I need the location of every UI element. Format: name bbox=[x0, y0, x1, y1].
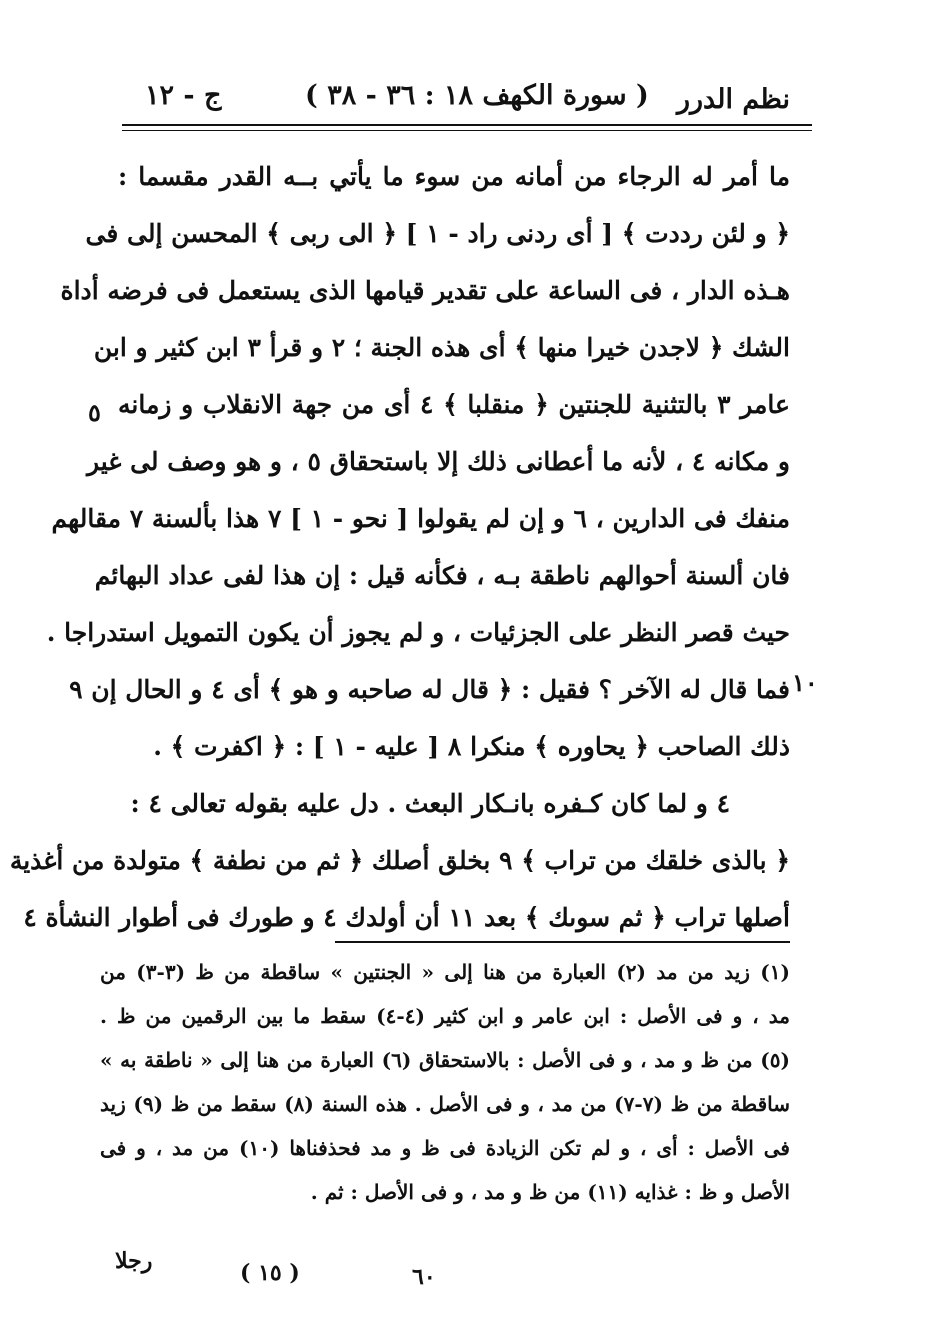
running-header bbox=[125, 80, 790, 124]
footnote-line: الأصل و ظ : غذايه (١١) من ظ و مد ، و فى الأصل : ثم . bbox=[310, 1180, 790, 1204]
text-line: ٤ و لما كان كـفره بانـكار البعث . دل عليه بقوله تعالى ٤ : bbox=[130, 789, 730, 818]
text-line: فما قال له الآخر ؟ فقيل : ﴿ قال له صاحبه و هو ﴾ أى ٤ و الحال إن ٩ bbox=[69, 675, 790, 704]
text-line: منفك فى الدارين ، ٦ و إن لم يقولوا [ نحو - ١ ] ٧ هذا بألسنة ٧ مقالهم bbox=[51, 504, 790, 533]
line-number-10: ١٠ bbox=[792, 668, 818, 697]
signature-mark: ( ١٥ ) bbox=[240, 1260, 300, 1286]
page-number: ٦٠ bbox=[412, 1264, 436, 1290]
line-number-5: ٥ bbox=[88, 398, 101, 427]
text-line: هـذه الدار ، فى الساعة على تقدير قيامها الذى يستعمل فى فرضه أداة bbox=[60, 276, 790, 305]
header-rule-thin bbox=[122, 130, 812, 131]
footnote-line: ساقطة من ظ (٧-٧) من مد ، و فى الأصل . هذه السنة (٨) سقط من ظ (٩) زيد bbox=[100, 1092, 791, 1116]
text-line: عامر ٣ بالتثنية للجنتين ﴿ منقلبا ﴾ ٤ أى من جهة الانقلاب و زمانه bbox=[118, 390, 790, 419]
footnote-line: (٥) من ظ و مد ، و فى الأصل : بالاستحقاق (٦) العبارة من هنا إلى « ناطقة به » bbox=[100, 1048, 790, 1072]
footnotes bbox=[100, 950, 790, 1214]
page-footer bbox=[100, 1248, 790, 1288]
footnote-line: مد ، و فى الأصل : ابن عامر و ابن كثير (٤-٤) سقط ما بين الرقمين من ظ . bbox=[100, 1004, 790, 1028]
volume-number: ج - ١٢ bbox=[145, 80, 222, 111]
catchword: رجلا bbox=[115, 1248, 153, 1274]
footnote-line: فى الأصل : أى ، و لم تكن الزيادة فى ظ و مد فحذفناها (١٠) من مد ، و فى bbox=[100, 1136, 790, 1160]
text-line: ما أمر له الرجاء من أمانه من سوء ما يأتي بــه القدر مقسما : bbox=[118, 162, 790, 191]
text-line: و مكانه ٤ ، لأنه ما أعطانى ذلك إلا باستحقاق ٥ ، و هو وصف لى غير bbox=[86, 447, 790, 476]
text-line: حيث قصر النظر على الجزئيات ، و لم يجوز أن يكون التمويل استدراجا . bbox=[46, 618, 790, 647]
text-line: ﴿ بالذى خلقك من تراب ﴾ ٩ بخلق أصلك ﴿ ثم من نطفة ﴾ متولدة من أغذية bbox=[9, 846, 790, 875]
header-rule-thick bbox=[122, 124, 812, 126]
surah-reference: ( سورة الكهف ١٨ : ٣٦ - ٣٨ ) bbox=[305, 80, 649, 111]
footnote-line: (١) زيد من مد (٢) العبارة من هنا إلى « الجنتين » ساقطة من ظ (٣-٣) من bbox=[100, 960, 790, 984]
footnote-separator bbox=[335, 941, 790, 943]
text-line: فان ألسنة أحوالهم ناطقة بـه ، فكأنه قيل : إن هذا لفى عداد البهائم bbox=[94, 561, 790, 590]
book-title: نظم الدرر bbox=[676, 84, 790, 115]
text-line: أصلها تراب ﴿ ثم سوىك ﴾ بعد ١١ أن أولدك ٤ و طورك فى أطوار النشأة ٤ bbox=[23, 903, 790, 932]
text-line: الشك ﴿ لاجدن خيرا منها ﴾ أى هذه الجنة ؛ ٢ و قرأ ٣ ابن كثير و ابن bbox=[93, 333, 790, 362]
text-line: ذلك الصاحب ﴿ يحاوره ﴾ منكرا ٨ [ عليه - ١ ] : ﴿ اكفرت ﴾ . bbox=[153, 732, 790, 761]
text-line: ﴿ و لئن رددت ﴾ [ أى ردنى راد - ١ ] ﴿ الى ربى ﴾ المحسن إلى فى bbox=[85, 219, 790, 248]
main-text bbox=[9, 148, 790, 946]
